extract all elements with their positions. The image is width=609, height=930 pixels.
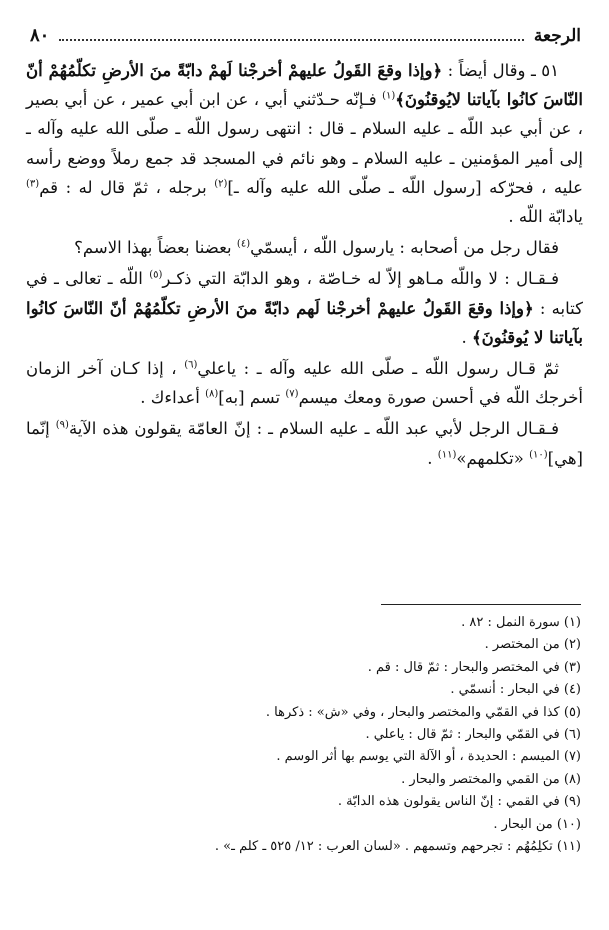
footnote: (٦) في القمّي والبحار : ثمّ قال : ياعلي . [365, 727, 581, 743]
text-segment: «تكلمهم» [456, 448, 530, 468]
quran-verse: ﴿وإذا وقعَ القَولُ عليهمْ أخرجْنا لَهم دابّةً منَ الأرضِ تكلّمُهُمْ أنّ النّاسَ كانُوا بآياتنا لا يُوقنُونَ﴾ [26, 298, 583, 347]
footnote-ref: (١) [382, 90, 396, 102]
footnote-ref: (١٠) [529, 449, 548, 461]
footnote-separator [381, 604, 581, 605]
footnote-ref: (١١) [437, 449, 457, 461]
text-segment: ثمّ قـال رسول اللّه ـ صلّى الله عليه وآله ـ : ياعلي [197, 359, 559, 379]
footnote: (١) سورة النمل : ٨٢ . [461, 615, 581, 630]
footnote: (٨) من القمي والمختصر والبحار . [401, 771, 581, 787]
footnote: (٢) من المختصر . [484, 637, 581, 653]
text-segment: ٥١ ـ وقال أيضاً : [442, 61, 559, 80]
text-segment: ، إذا كـان آخر الزمان أخرجك اللّه في أحسن صورة ومعك ميسم [26, 359, 583, 408]
footnote: (٩) في القمي : إنّ الناس يقولون هذه الدابّة . [337, 794, 581, 810]
footnotes [26, 612, 581, 858]
footnote: (٣) في المختصر والبحار : ثمّ قال : قم . [367, 659, 581, 675]
page-header [30, 18, 581, 46]
paragraph [26, 264, 583, 352]
text-segment: فـقـال : لا واللّه مـاهو إلاّ له خـاصّة ، وهو الدابّة التي ذكـر [162, 269, 559, 289]
quran-verse: ﴿وإذا وقعَ القَولُ عليهمْ أخرجْنا لَهمْ دابّةً منَ الأرضِ تكلّمُهُمْ أنّ النّاسَ كانُوا بآياتنا لايُوقنُونَ﴾ [26, 61, 583, 110]
footnote-ref: (٦) [184, 359, 198, 371]
footnote: (٧) الميسم : الحديدة ، أو الآلة التي يوسم بها أثر الوسم . [276, 749, 581, 765]
footnote-ref: (٢) [214, 178, 228, 190]
footnote-ref: (٨) [205, 388, 219, 400]
footnote-ref: (٧) [285, 388, 299, 400]
paragraph [26, 414, 583, 472]
footnote-ref: (٥) [149, 269, 163, 281]
footnote: (١٠) من البحار . [493, 816, 581, 832]
paragraph [26, 56, 583, 231]
text-segment: بعضنا بعضاً بهذا الاسم؟ [74, 238, 237, 258]
text-segment: اللّه ـ تعالى ـ في كتابه : [26, 269, 583, 318]
text-segment: برجله ، ثمّ قال له : قم [39, 177, 215, 197]
text-segment: فقال رجل من أصحابه : يارسول اللّه ، أيسمّي [250, 238, 559, 258]
text-segment: أعداءك . [140, 388, 206, 408]
paragraph [26, 233, 583, 262]
text-segment: فـإنّه حـدّثني أبي ، عن ابن أبي عمير ، عن أبي بصير ، عن أبي عبد اللّه ـ عليه السلام ـ قال : انتهى رسول اللّه ـ صلّى الله عليه وآله ـ إلى أمير المؤمنين ـ عليه السلام ـ وهو نائم في المسجد قد جمع رملاً ووضع رأسه عليه ، فحرّكه [رسول اللّه ـ صلّى الله عليه وآله ـ] [26, 90, 583, 197]
text-segment: فـقـال الرجل لأبي عبد اللّه ـ عليه السلام ـ : إنّ العامّة يقولون هذه الآية [68, 419, 559, 439]
running-title: الرجعة [533, 26, 581, 46]
paragraph [26, 354, 583, 412]
footnote: (١١) تكلِمُهُم : تجرحهم وتسمهم . «لسان العرب : ١٢/ ٥٢٥ ـ كلم ـ» . [214, 839, 581, 855]
text-segment: . [461, 327, 472, 347]
dotted-leader [59, 39, 524, 41]
footnote-ref: (٤) [236, 238, 251, 250]
text-segment: إنّما [هي] [26, 419, 583, 468]
main-text [26, 56, 583, 473]
text-segment: تسم [به] [218, 388, 286, 408]
text-segment: . [427, 448, 438, 468]
text-segment: يادابّة اللّه . [508, 207, 583, 227]
footnote: (٥) كذا في القمّي والمختصر والبحار ، وفي «ش» : ذكرها . [265, 704, 581, 720]
page-number: ٨٠ [30, 25, 50, 46]
footnote: (٤) في البحار : أنسمّي . [450, 682, 581, 698]
footnote-ref: (٩) [55, 419, 69, 431]
footnote-ref: (٣) [26, 178, 40, 190]
